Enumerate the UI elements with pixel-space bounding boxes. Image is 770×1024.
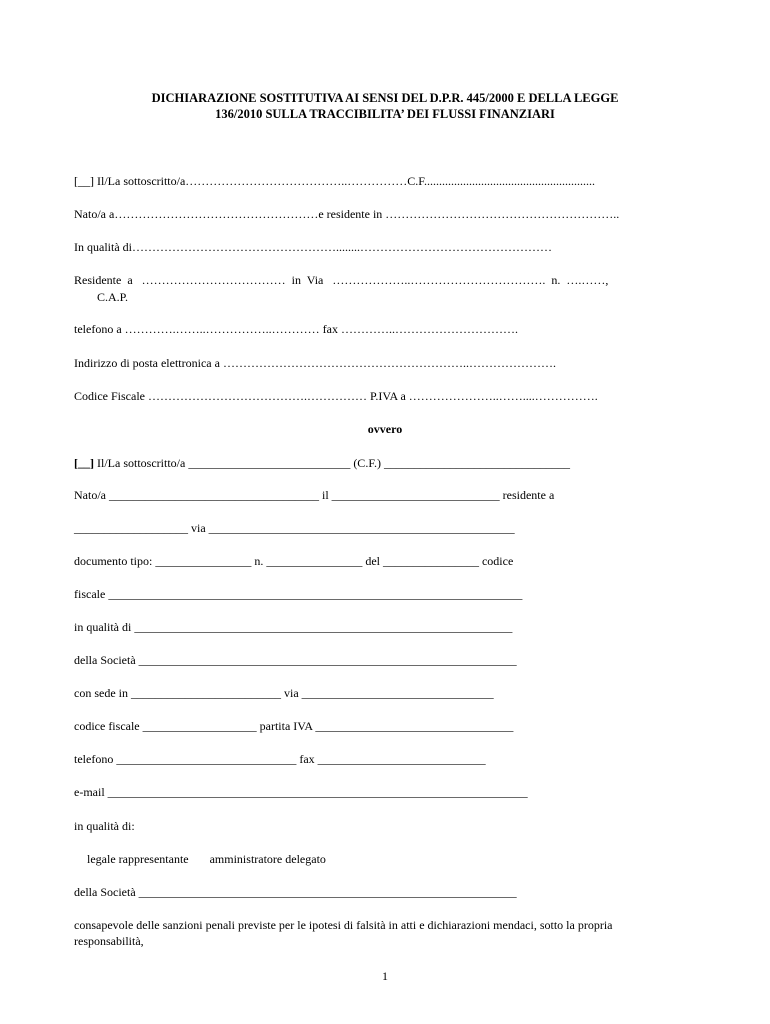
form-a-qualita-line: In qualità di……………………………………………........…………………………………………	[74, 240, 552, 254]
form-b-societa2-line: della Società _______________________________________________________________	[74, 885, 517, 899]
form-b-sottoscritto-text: Il/La sottoscritto/a ___________________________ (C.F.) _______________________________	[94, 456, 571, 470]
form-b-sede-line: con sede in _________________________ via ________________________________	[74, 686, 494, 700]
consapevole-line-1: consapevole delle sanzioni penali previste per le ipotesi di falsità in atti e dichiarazioni mendaci, sotto la propria	[74, 918, 613, 932]
form-b-role-options: legale rappresentante amministratore delegato	[87, 852, 326, 866]
form-b-societa-line: della Società _______________________________________________________________	[74, 653, 517, 667]
form-b-telefono-line: telefono ______________________________ fax ____________________________	[74, 752, 486, 766]
form-b-documento-line: documento tipo: ________________ n. ________________ del ________________ codice	[74, 554, 514, 568]
form-b-fiscale-line: fiscale _____________________________________________________________________	[74, 587, 523, 601]
form-b-via-line: ___________________ via ___________________________________________________	[74, 521, 515, 535]
page-number: 1	[382, 969, 388, 983]
ovvero-separator: ovvero	[367, 422, 403, 436]
form-a-sottoscritto-line: [__] Il/La sottoscritto/a…………………………………..……………C.F.........................................................	[74, 174, 596, 188]
form-a-email-line: Indirizzo di posta elettronica a ……………………………………………………..………………….	[74, 356, 556, 370]
form-b-email-line: e-mail ______________________________________________________________________	[74, 785, 528, 799]
document-title-line-1: DICHIARAZIONE SOSTITUTIVA AI SENSI DEL D.P.R. 445/2000 E DELLA LEGGE	[151, 91, 619, 105]
form-a-cf-line: Codice Fiscale ………………………………….…………… P.IVA a …………………..……....…………….	[74, 389, 598, 403]
consapevole-line-2: responsabilità,	[74, 934, 144, 948]
form-b-sottoscritto-line	[74, 456, 570, 470]
document-title-line-2: 136/2010 SULLA TRACCIBILITA’ DEI FLUSSI FINANZIARI	[215, 107, 555, 121]
form-a-cap-label: C.A.P.	[97, 290, 129, 304]
form-a-telefono-line: telefono a ………….……..……………..………… fax …………..………………………….	[74, 322, 518, 336]
form-b-qualita-line: in qualità di _______________________________________________________________	[74, 620, 513, 634]
form-a-nato-line: Nato/a a……………………………………………e residente in …………………………………………………..	[74, 207, 620, 221]
form-b-checkbox-mark: [__]	[74, 456, 94, 470]
form-a-residente-line: Residente a ……………………………… in Via ………………..……………………………. n. ….……,	[74, 273, 609, 287]
form-b-cf-piva-line: codice fiscale ___________________ partita IVA _________________________________	[74, 719, 514, 733]
form-b-in-qualita-label: in qualità di:	[74, 819, 135, 833]
form-b-nato-line: Nato/a ___________________________________ il ____________________________ residente a	[74, 488, 555, 502]
